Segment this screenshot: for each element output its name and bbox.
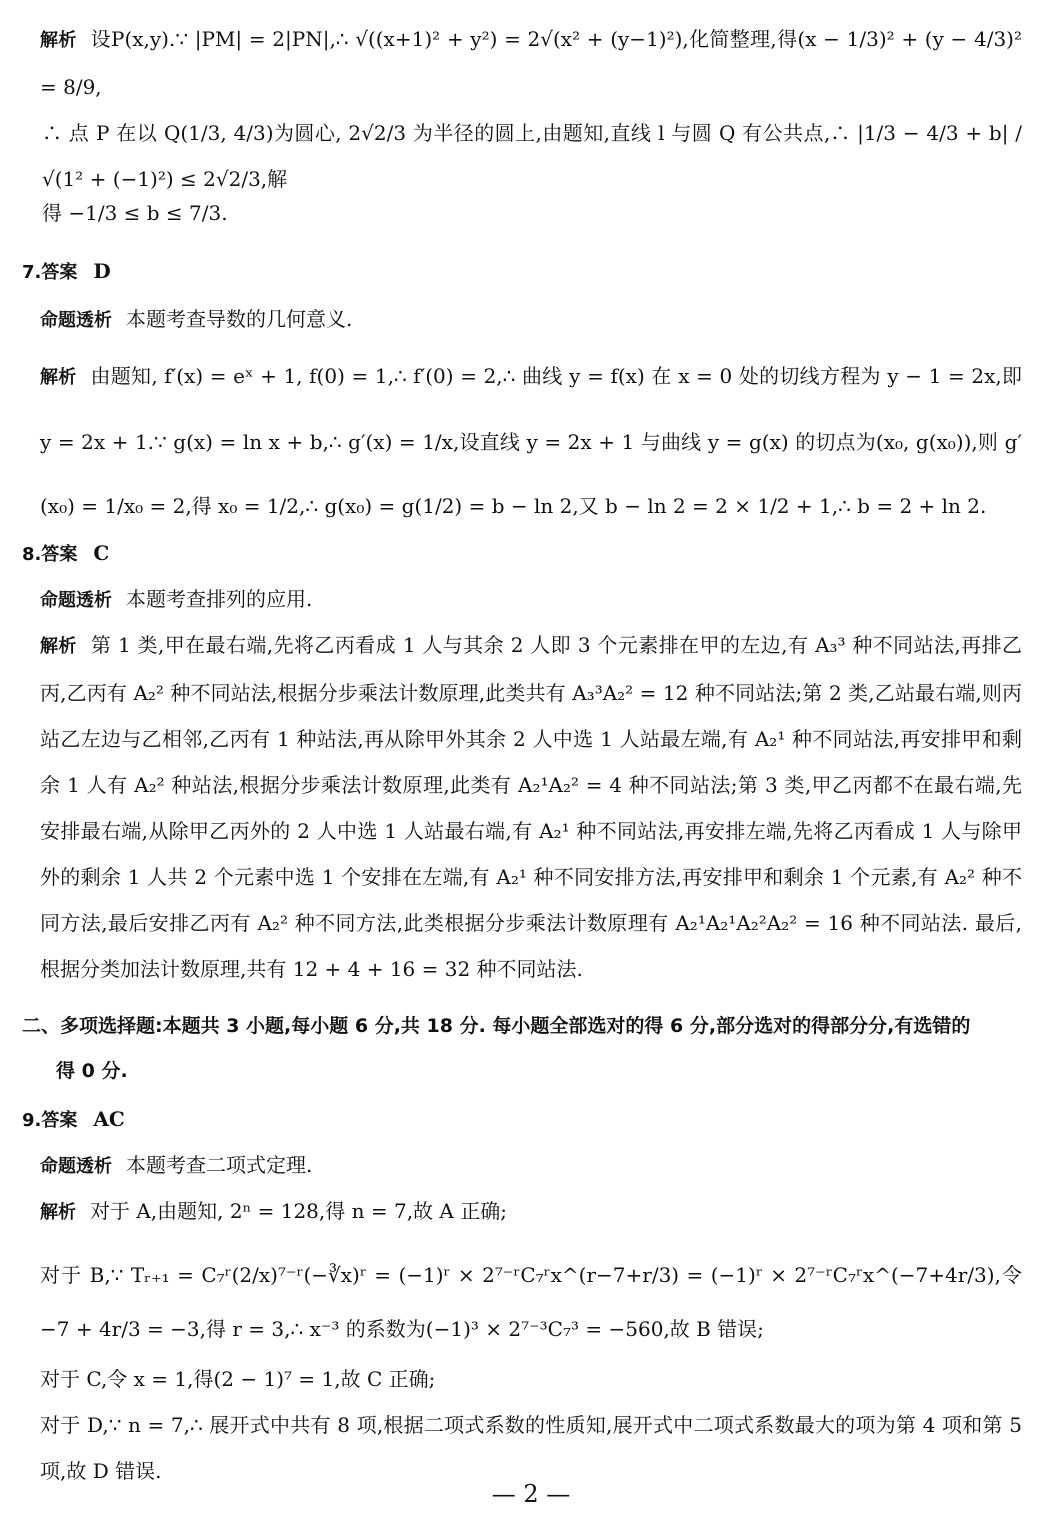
page-number: — 2 — [491, 1480, 571, 1508]
q7-analysis-text: 由题知, f′(x) = eˣ + 1, f(0) = 1,∴ f′(0) = 2,∴ 曲线 y = f(x) 在 x = 0 处的切线方程为 y − 1 = 2x,即 y = 2x + 1.∵ g(x) = ln x + b,∴ g′(x) = 1/x,设直线 y = 2x + 1 与曲线 y = g(x) 的切点为(x₀, g(x₀)),则 g′(x₀) = 1/x₀ = 2,得 x₀ = 1/2,∴ g(x₀) = g(1/2) = b − ln 2,又 b − ln 2 = 2 × 1/2 + 1,∴ b = 2 + ln 2. [40, 364, 1023, 518]
q9-analysis-a [40, 1188, 1022, 1236]
q7-topic-text: 本题考查导数的几何意义. [126, 307, 353, 331]
q8-analysis-text: 第 1 类,甲在最右端,先将乙丙看成 1 人与其余 2 人即 3 个元素排在甲的左边,有 A₃³ 种不同站法,再排乙丙,乙丙有 A₂² 种不同站法,根据分步乘法计数原理,此类共有 A₃³A₂² = 12 种不同站法;第 2 类,乙站最右端,则丙站乙左边与乙相邻,乙丙有 1 种站法,再从除甲外其余 2 人中选 1 人站最左端,有 A₂¹ 种不同站法,再安排甲和剩余 1 人有 A₂² 种站法,根据分步乘法计数原理,此类有 A₂¹A₂² = 4 种不同站法;第 3 类,甲乙丙都不在最右端,先安排最右端,从除甲乙丙外的 2 人中选 1 人站最右端,有 A₂¹ 种不同站法,再安排左端,先将乙丙看成 1 人与除甲外的剩余 1 人共 2 个元素中选 1 个安排在左端,有 A₂¹ 种不同安排方法,再安排甲和剩余 1 个元素,有 A₂² 种不同方法,最后安排乙丙有 A₂² 种不同方法,此类根据分步乘法计数原理有 A₂¹A₂¹A₂²A₂² = 16 种不同站法. 最后,根据分类加法计数原理,共有 12 + 4 + 16 = 32 种不同站法. [40, 633, 1023, 981]
q9-analysis-d: 对于 D,∵ n = 7,∴ 展开式中共有 8 项,根据二项式系数的性质知,展开式中二项式系数最大的项为第 4 项和第 5 项,故 D 错误. [40, 1413, 1022, 1483]
q9-analysis-c: 对于 C,令 x = 1,得(2 − 1)⁷ = 1,故 C 正确; [40, 1367, 436, 1391]
q7-topic-label: 命题透析 [40, 310, 112, 331]
q8-answer-value: C [93, 541, 110, 565]
q9-analysis-label: 解析 [40, 1202, 76, 1223]
q8-topic [40, 576, 1022, 624]
q7-topic [40, 296, 1022, 344]
q9-answer-label: 答案 [41, 1110, 78, 1131]
q9-answer [22, 1096, 1022, 1144]
q9-answer-value: AC [93, 1107, 125, 1131]
q8-answer-label: 答案 [41, 544, 78, 565]
q8-analysis [40, 622, 1022, 992]
q9-number: 9. [22, 1110, 42, 1131]
q7-answer [22, 248, 1022, 296]
q9-topic [40, 1142, 1022, 1190]
q9-analysis-a-text: 对于 A,由题知, 2ⁿ = 128,得 n = 7,故 A 正确; [90, 1199, 507, 1223]
q7-number: 7. [22, 262, 42, 283]
q7-analysis-label: 解析 [40, 367, 77, 388]
section2-title-cont: 得 0 分. [56, 1060, 128, 1082]
q6-analysis-line3: 得 −1/3 ≤ b ≤ 7/3. [42, 201, 228, 225]
q6-analysis-line1 [40, 16, 1022, 110]
q8-topic-text: 本题考查排列的应用. [126, 587, 313, 611]
q6-analysis-label: 解析 [40, 30, 77, 51]
q8-answer [22, 530, 1022, 578]
q8-number: 8. [22, 544, 42, 565]
q7-answer-value: D [93, 259, 111, 283]
q6-analysis-line2: ∴ 点 P 在以 Q(1/3, 4/3)为圆心, 2√2/3 为半径的圆上,由题知,直线 l 与圆 Q 有公共点,∴ |1/3 − 4/3 + b| / √(1² + (−1)²) ≤ 2√2/3,解 [42, 121, 1022, 191]
q6-analysis-text-1: 设P(x,y).∵ |PM| = 2|PN|,∴ √((x+1)² + y²) = 2√(x² + (y−1)²),化简整理,得(x − 1/3)² + (y − 4/3)² = 8/9, [40, 27, 1022, 99]
q9-topic-label: 命题透析 [40, 1156, 112, 1177]
section2-title-text: 二、多项选择题:本题共 3 小题,每小题 6 分,共 18 分. 每小题全部选对的得 6 分,部分选对的得部分分,有选错的 [22, 1015, 971, 1037]
q9-analysis-b: 对于 B,∵ Tᵣ₊₁ = C₇ʳ(2/x)⁷⁻ʳ(−∛x)ʳ = (−1)ʳ × 2⁷⁻ʳC₇ʳx^(r−7+r/3) = (−1)ʳ × 2⁷⁻ʳC₇ʳx^(−7+4r/3),令 −7 + 4r/3 = −3,得 r = 3,∴ x⁻³ 的系数为(−1)³ × 2⁷⁻³C₇³ = −560,故 B 错误; [40, 1263, 1022, 1341]
q7-answer-label: 答案 [41, 262, 78, 283]
q8-topic-label: 命题透析 [40, 590, 112, 611]
q9-topic-text: 本题考查二项式定理. [126, 1153, 313, 1177]
q7-analysis [40, 344, 1022, 538]
q8-analysis-label: 解析 [40, 636, 77, 657]
section2-title [22, 1002, 1022, 1049]
